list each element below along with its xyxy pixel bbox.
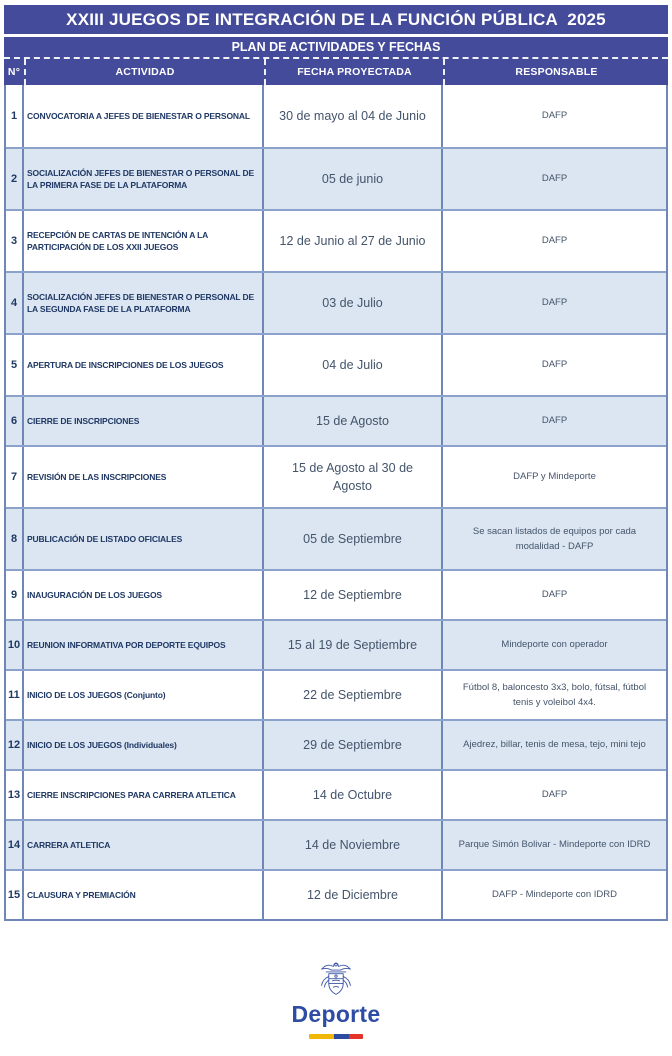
activity-cell: CIERRE DE INSCRIPCIONES xyxy=(24,397,264,445)
row-number-cell: 4 xyxy=(6,273,24,333)
activity-cell: REUNION INFORMATIVA POR DEPORTE EQUIPOS xyxy=(24,621,264,669)
activity-cell: CLAUSURA Y PREMIACIÓN xyxy=(24,871,264,919)
activity-cell: SOCIALIZACIÓN JEFES DE BIENESTAR O PERSONAL DE LA SEGUNDA FASE DE LA PLATAFORMA xyxy=(24,273,264,333)
activity-cell: CIERRE INSCRIPCIONES PARA CARRERA ATLETICA xyxy=(24,771,264,819)
table-row xyxy=(6,507,666,569)
date-cell: 15 de Agosto al 30 de Agosto xyxy=(264,447,443,507)
colombia-flag-bar-icon xyxy=(309,1034,363,1039)
flag-red-segment xyxy=(349,1034,363,1039)
responsible-cell: DAFP xyxy=(541,789,568,801)
row-number-cell: 5 xyxy=(6,335,24,395)
responsible-cell: Parque Simón Bolivar - Mindeporte con IDRD xyxy=(458,839,651,851)
responsible-cell: Se sacan listados de equipos por cada modalidad - DAFP xyxy=(472,525,637,552)
activity-cell: RECEPCIÓN DE CARTAS DE INTENCIÓN A LA PARTICIPACIÓN DE LOS XXII JUEGOS xyxy=(24,211,264,271)
flag-yellow-segment xyxy=(309,1034,334,1039)
responsible-cell: DAFP xyxy=(541,235,568,247)
activity-cell: APERTURA DE INSCRIPCIONES DE LOS JUEGOS xyxy=(24,335,264,395)
activities-plan-table xyxy=(4,5,668,921)
table-row xyxy=(6,819,666,869)
document-title: XXIII JUEGOS DE INTEGRACIÓN DE LA FUNCIÓN PÚBLICA 2025 xyxy=(4,5,668,34)
brand-wordmark: Deporte xyxy=(291,1001,381,1027)
responsible-cell: DAFP xyxy=(541,359,568,371)
responsible-cell: Mindeporte con operador xyxy=(501,639,608,651)
date-cell: 14 de Octubre xyxy=(264,771,443,819)
row-number-cell: 15 xyxy=(6,871,24,919)
column-header-date: FECHA PROYECTADA xyxy=(264,59,443,85)
table-row xyxy=(6,147,666,209)
date-cell: 30 de mayo al 04 de Junio xyxy=(264,85,443,147)
date-cell: 03 de Julio xyxy=(264,273,443,333)
table-row xyxy=(6,395,666,445)
date-cell: 05 de junio xyxy=(264,149,443,209)
table-body xyxy=(4,85,668,921)
date-cell: 12 de Septiembre xyxy=(264,571,443,619)
row-number-cell: 10 xyxy=(6,621,24,669)
footer-brand-block xyxy=(0,960,672,1039)
date-cell: 04 de Julio xyxy=(264,335,443,395)
table-row xyxy=(6,569,666,619)
table-column-header xyxy=(4,57,668,85)
row-number-cell: 3 xyxy=(6,211,24,271)
activity-cell: PUBLICACIÓN DE LISTADO OFICIALES xyxy=(24,509,264,569)
date-cell: 15 al 19 de Septiembre xyxy=(264,621,443,669)
row-number-cell: 9 xyxy=(6,571,24,619)
table-row xyxy=(6,669,666,719)
responsible-cell: DAFP xyxy=(541,415,568,427)
table-row xyxy=(6,333,666,395)
column-header-responsible: RESPONSABLE xyxy=(443,59,668,85)
row-number-cell: 11 xyxy=(6,671,24,719)
table-row xyxy=(6,209,666,271)
date-cell: 14 de Noviembre xyxy=(264,821,443,869)
responsible-cell: DAFP xyxy=(541,297,568,309)
column-header-activity: ACTIVIDAD xyxy=(24,59,264,85)
activity-cell: INICIO DE LOS JUEGOS (Conjunto) xyxy=(24,671,264,719)
table-row xyxy=(6,869,666,919)
flag-blue-segment xyxy=(334,1034,349,1039)
responsible-cell: DAFP xyxy=(541,589,568,601)
table-row xyxy=(6,445,666,507)
row-number-cell: 8 xyxy=(6,509,24,569)
row-number-cell: 7 xyxy=(6,447,24,507)
activity-cell: INAUGURACIÓN DE LOS JUEGOS xyxy=(24,571,264,619)
row-number-cell: 12 xyxy=(6,721,24,769)
activity-cell: CARRERA ATLETICA xyxy=(24,821,264,869)
table-row xyxy=(6,619,666,669)
activity-cell: INICIO DE LOS JUEGOS (Individuales) xyxy=(24,721,264,769)
date-cell: 22 de Septiembre xyxy=(264,671,443,719)
table-row xyxy=(6,769,666,819)
date-cell: 12 de Diciembre xyxy=(264,871,443,919)
activity-cell: SOCIALIZACIÓN JEFES DE BIENESTAR O PERSONAL DE LA PRIMERA FASE DE LA PLATAFORMA xyxy=(24,149,264,209)
date-cell: 12 de Junio al 27 de Junio xyxy=(264,211,443,271)
document-subtitle: PLAN DE ACTIVIDADES Y FECHAS xyxy=(4,37,668,57)
responsible-cell: Ajedrez, billar, tenis de mesa, tejo, mini tejo xyxy=(463,739,646,751)
column-header-number: N° xyxy=(7,66,21,78)
date-cell: 29 de Septiembre xyxy=(264,721,443,769)
date-cell: 15 de Agosto xyxy=(264,397,443,445)
responsible-cell: DAFP xyxy=(541,110,568,122)
row-number-cell: 14 xyxy=(6,821,24,869)
table-row xyxy=(6,85,666,147)
colombia-coat-of-arms-icon xyxy=(318,960,354,1000)
date-cell: 05 de Septiembre xyxy=(264,509,443,569)
activity-cell: CONVOCATORIA A JEFES DE BIENESTAR O PERSONAL xyxy=(24,85,264,147)
activity-cell: REVISIÓN DE LAS INSCRIPCIONES xyxy=(24,447,264,507)
row-number-cell: 1 xyxy=(6,85,24,147)
responsible-cell: DAFP - Mindeporte con IDRD xyxy=(492,889,617,901)
responsible-cell: DAFP xyxy=(541,173,568,185)
responsible-cell: DAFP y Mindeporte xyxy=(513,471,596,483)
responsible-cell: Fútbol 8, baloncesto 3x3, bolo, fútsal, fútbol tenis y voleibol 4x4. xyxy=(462,681,647,708)
row-number-cell: 2 xyxy=(6,149,24,209)
table-row xyxy=(6,719,666,769)
row-number-cell: 13 xyxy=(6,771,24,819)
row-number-cell: 6 xyxy=(6,397,24,445)
table-row xyxy=(6,271,666,333)
